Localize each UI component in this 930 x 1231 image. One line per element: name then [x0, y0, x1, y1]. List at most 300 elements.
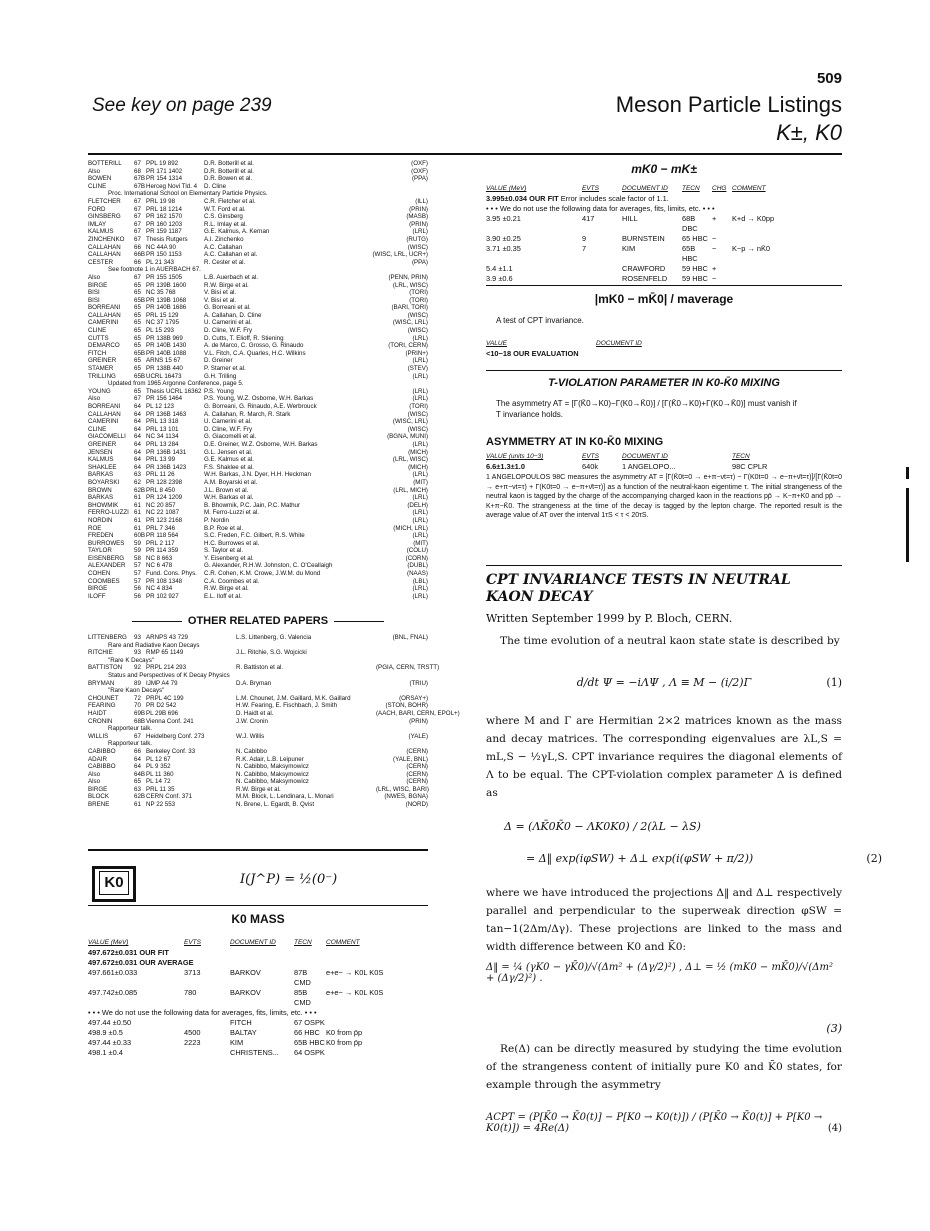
reference-row — [88, 664, 440, 672]
reference-row — [88, 395, 428, 403]
cell — [582, 264, 622, 274]
reference-cell: 67 — [134, 228, 141, 236]
our-fit: 497.672±0.031 OUR FIT — [88, 948, 169, 957]
reference-cell: W.J. Willis — [236, 732, 265, 740]
reference-cell: 64 — [134, 425, 141, 433]
reference-cell: N. Brene, L. Egardt, B. Qvist — [236, 801, 315, 809]
reference-cell: BLOCK — [88, 793, 109, 801]
reference-row — [88, 418, 428, 426]
reference-cell: PPL 19 892 — [146, 160, 179, 167]
cell: + — [712, 264, 717, 273]
cell: 3.9 ±0.6 — [486, 274, 513, 283]
t-violation-line1: The asymmetry AT = [Γ(K̄0→K0)−Γ(K0→K̄0)] / [Γ(K̄0→K0)+Γ(K0→K̄0)] must vanish if — [496, 399, 797, 408]
reference-cell: P.S. Young — [204, 387, 234, 395]
table-row — [486, 274, 842, 284]
cell: 67 OSPK — [294, 1018, 325, 1027]
reference-cell: 68 — [134, 167, 141, 175]
reference-cell: (CERN) — [406, 747, 428, 755]
reference-cell: A.C. Callahan — [204, 243, 243, 251]
reference-cell: PR 136B 1423 — [146, 463, 187, 471]
eq-number: (2) — [866, 852, 882, 865]
reference-cell: Thesis UCRL 16362 — [146, 387, 202, 395]
reference-cell: PRL 18 1214 — [146, 205, 182, 213]
reference-cell: 64 — [134, 410, 141, 418]
reference-cell: (TORI) — [409, 296, 428, 304]
reference-cell: (COLU) — [406, 547, 428, 555]
reference-cell: (LRL) — [412, 471, 428, 479]
reference-cell: FEARING — [88, 702, 116, 710]
asymmetry-title: ASYMMETRY AT IN K0-K̄0 MIXING — [486, 436, 664, 448]
cell: 6.6±1.3±1.0 — [486, 462, 525, 471]
col-value: VALUE (units 10−3) — [486, 453, 544, 460]
reference-row — [88, 756, 428, 764]
reference-cell: BORREANI — [88, 403, 121, 410]
reference-note: "Rare Kaon Decays" — [108, 687, 165, 695]
table-row — [88, 1038, 428, 1048]
reference-cell: 65 — [134, 387, 141, 395]
cell: 65 HBC — [682, 234, 708, 243]
reference-cell: V.L. Fitch, C.A. Quarles, H.C. Wilkins — [204, 349, 306, 357]
reference-cell: W.H. Barkas, J.N. Dyer, H.H. Heckman — [204, 471, 311, 479]
reference-row — [88, 350, 428, 358]
reference-cell: 64 — [134, 440, 141, 448]
reference-cell: (PRIN) — [409, 205, 428, 213]
reference-cell: D. Cline — [204, 182, 227, 190]
reference-row — [88, 517, 428, 525]
reference-cell: PRL 13 318 — [146, 418, 179, 426]
reference-cell: 61 — [134, 509, 141, 517]
cell: K−p → nK̄0 — [732, 244, 771, 253]
reference-cell: 67 — [134, 273, 141, 281]
our-fit: 3.995±0.034 OUR FIT — [486, 194, 559, 203]
reference-row — [88, 206, 428, 214]
col-comment: COMMENT — [326, 939, 360, 946]
ratio-title: |mK0 − mK̄0| / maverage — [594, 292, 734, 306]
reference-note: Updated from 1965 Argonne Conference, page 5. — [108, 380, 244, 388]
eq-body: = Δ‖ exp(iφSW) + Δ⊥ exp(i(φSW + π/2)) — [526, 852, 754, 865]
reference-cell: D. Cline, W.F. Fry — [204, 425, 253, 433]
reference-cell: (PRIN+) — [405, 349, 428, 357]
reference-cell: 67 — [134, 220, 141, 228]
reference-cell: (DUBL) — [407, 562, 428, 570]
reference-cell: 61 — [134, 801, 141, 809]
other-related-heading: OTHER RELATED PAPERS — [88, 615, 428, 627]
reference-cell: G. Giacomelli et al. — [204, 433, 257, 441]
reference-cell: BISI — [88, 296, 100, 304]
reference-row — [88, 365, 428, 373]
reference-cell: Thesis Rutgers — [146, 235, 188, 243]
reference-row — [88, 175, 428, 183]
reference-cell: (LRL) — [412, 532, 428, 540]
reference-cell: (STON, BOHR) — [385, 702, 428, 710]
reference-row — [88, 702, 428, 710]
reference-cell: PRL 7 346 — [146, 524, 176, 532]
asymmetry-footnote: 1 ANGELOPOULOS 98C measures the asymmetry AT = [Γ(K̄0t=0 → e+π−νt=τ) − Γ(K0t=0 → e−π+ν̄t=τ)]/[Γ(K̄0t=0 → e+π−νt=τ) + Γ(K0t=0 → e−π+ν̄t=τ)] as a function of the neutral-kaon eigentime τ. The initial strangeness of the neutral kaon is tagged by the charge of the accompanying charged kaon in the reactions pp̄ → K−π+K0 and pp̄ → K+π−K̄0. The strangeness at the time of the decay is tagged by the lepton charge. The reported result is the average value of AT over the interval 1τS < τ < 20τS. — [486, 474, 842, 519]
cell: K+d → K0pp — [732, 214, 775, 223]
col-tecn: TECN — [682, 185, 700, 192]
reference-cell: NC 4 834 — [146, 585, 173, 593]
cell: ROSENFELD — [622, 274, 668, 283]
cell: 498.9 ±0.5 — [88, 1028, 123, 1037]
reference-row — [88, 244, 428, 252]
reference-cell: D.R. Botterill et al. — [204, 167, 254, 175]
table-row — [88, 988, 428, 1008]
reference-cell: SHAKLEE — [88, 463, 117, 471]
reference-cell: PR 171 1402 — [146, 167, 183, 175]
reference-row — [88, 213, 428, 221]
reference-row — [88, 335, 428, 343]
table-row — [486, 234, 842, 244]
cell: 1 ANGELOPO... — [622, 462, 676, 471]
reference-cell: NC 6 478 — [146, 562, 173, 570]
reference-cell: ZINCHENKO — [88, 235, 125, 243]
reference-cell: ILOFF — [88, 592, 106, 600]
reference-cell: BHOWMIK — [88, 501, 119, 509]
reference-cell: IMLAY — [88, 220, 107, 228]
reference-row — [88, 494, 428, 502]
reference-row — [88, 487, 428, 495]
k0-section-box — [92, 866, 136, 902]
reference-cell: (LRL) — [412, 372, 428, 380]
reference-cell: M.M. Block, L. Lendinara, L. Monari — [236, 793, 334, 801]
reference-cell: (PPA) — [411, 175, 428, 183]
reference-cell: BISI — [88, 289, 100, 297]
reference-cell: NC 34 1134 — [146, 433, 179, 441]
change-bar — [906, 467, 909, 479]
reference-cell: PR 124 1209 — [146, 494, 183, 502]
col-value: VALUE (MeV) — [486, 185, 527, 192]
reference-row — [88, 426, 428, 434]
reference-row — [88, 748, 428, 756]
cell: 498.1 ±0.4 — [88, 1048, 123, 1057]
reference-cell: Also — [88, 167, 101, 175]
reference-cell: N. Cabibbo — [236, 747, 267, 755]
author-line: Written September 1999 by P. Bloch, CERN. — [486, 612, 733, 625]
reference-row — [88, 183, 428, 191]
reference-cell: (NAAS) — [407, 570, 428, 578]
reference-cell: (TRIU) — [409, 679, 428, 687]
reference-cell: H.C. Burrowes et al. — [204, 539, 260, 547]
cell: 66 HBC — [294, 1028, 320, 1037]
reference-row — [88, 570, 428, 578]
reference-cell: R. Cester et al. — [204, 258, 246, 266]
reference-cell: FITCH — [88, 349, 107, 357]
reference-cell: PL 14 72 — [146, 778, 171, 786]
cell: e+e− → K0L K0S — [326, 968, 384, 977]
reference-row — [88, 763, 428, 771]
reference-cell: 56 — [134, 585, 141, 593]
fit-note: Error includes scale factor of 1.1. — [560, 194, 669, 203]
reference-cell: 66B — [134, 251, 146, 259]
reference-cell: 63 — [134, 785, 141, 793]
table-row — [486, 244, 842, 264]
cell: 497.742±0.085 — [88, 988, 138, 997]
reference-cell: EISENBERG — [88, 554, 125, 562]
reference-cell: (TORI) — [409, 289, 428, 297]
col-docid: DOCUMENT ID — [622, 185, 668, 192]
reference-cell: PR 138B 440 — [146, 365, 183, 373]
reference-cell: NC 35 768 — [146, 289, 176, 297]
reference-cell: 66 — [134, 258, 141, 266]
reference-row — [88, 168, 428, 176]
reference-cell: 64 — [134, 763, 141, 771]
reference-cell: PR 162 1570 — [146, 213, 183, 221]
section-rule — [88, 849, 428, 851]
reference-cell: PR 154 1314 — [146, 175, 183, 183]
col-tecn: TECN — [294, 939, 312, 946]
reference-cell: NP 22 553 — [146, 801, 176, 809]
reference-row — [88, 449, 428, 457]
reference-cell: PRL 15 129 — [146, 311, 179, 319]
reference-cell: L.M. Chounet, J.M. Gaillard, M.K. Gaillard — [236, 694, 351, 702]
other-reference-list — [88, 634, 460, 809]
reference-cell: KALMUS — [88, 456, 114, 464]
reference-cell: 65 — [134, 327, 141, 335]
reference-cell: Y. Eisenberg et al. — [204, 554, 254, 562]
col-chg: CHG — [712, 185, 727, 192]
reference-cell: Vienna Conf. 241 — [146, 717, 194, 725]
reference-cell: PR 160 1203 — [146, 220, 183, 228]
reference-cell: PR 139B 1068 — [146, 296, 187, 304]
reference-cell: 66 — [134, 243, 141, 251]
reference-cell: 63 — [134, 471, 141, 479]
reference-cell: 65 — [134, 289, 141, 297]
reference-cell: J.W. Cronin — [236, 717, 268, 725]
reference-row — [88, 304, 428, 312]
table-header — [88, 938, 428, 948]
reference-cell: CLINE — [88, 182, 107, 190]
reference-row — [88, 251, 428, 259]
reference-cell: PRPL 4C 199 — [146, 694, 184, 702]
reference-cell: BARKAS — [88, 471, 114, 479]
reference-cell: GREINER — [88, 440, 117, 448]
reference-cell: (STEV) — [407, 365, 428, 373]
reference-cell: ADAIR — [88, 755, 107, 763]
our-evaluation: <10−18 OUR EVALUATION — [486, 349, 579, 358]
reference-cell: YOUNG — [88, 387, 111, 395]
table-row — [88, 1048, 428, 1058]
reference-cell: 64 — [134, 755, 141, 763]
cell: FITCH — [230, 1018, 252, 1027]
reference-cell: E.L. Iloff et al. — [204, 592, 242, 600]
reference-row — [88, 778, 428, 786]
reference-cell: (RUTG) — [406, 235, 428, 243]
reference-cell: PR D2 542 — [146, 702, 177, 710]
reference-cell: R. Battiston et al. — [236, 664, 284, 672]
cell: 3.95 ±0.21 — [486, 214, 521, 223]
reference-cell: P. Stamer et al. — [204, 365, 246, 373]
reference-cell: CHOUNET — [88, 694, 119, 702]
reference-cell: (PPA) — [411, 258, 428, 266]
reference-cell: BIRGE — [88, 585, 108, 593]
reference-cell — [376, 649, 428, 657]
reference-cell: S. Taylor et al. — [204, 547, 244, 555]
reference-cell: (ILL) — [415, 197, 428, 205]
cell: 64 OSPK — [294, 1048, 325, 1057]
reference-cell: (CERN) — [406, 778, 428, 786]
reference-cell: G.H. Trilling — [204, 372, 237, 380]
reference-cell: 67 — [134, 213, 141, 221]
eq-body: d/dt Ψ = −iΛΨ , Λ ≡ M − (i/2)Γ — [576, 676, 752, 689]
reference-row — [88, 456, 428, 464]
reference-cell: J.L. Ritchie, S.G. Wojcicki — [236, 649, 307, 657]
cell: K0 from p̄p — [326, 1028, 363, 1037]
reference-cell: JENSEN — [88, 448, 113, 456]
reference-row — [88, 357, 428, 365]
equation-2b — [486, 852, 882, 865]
reference-cell — [334, 183, 428, 191]
reference-row — [88, 593, 428, 601]
reference-cell: RITCHIE — [88, 649, 113, 657]
reference-cell: 65 — [134, 311, 141, 319]
reference-cell: BOYARSKI — [88, 478, 120, 486]
reference-cell: (MIT) — [413, 539, 428, 547]
reference-cell: DEMARCO — [88, 342, 120, 350]
reference-cell: COOMBES — [88, 577, 120, 585]
reference-cell: BATTISTON — [88, 664, 123, 672]
reference-cell: PR 140B 1088 — [146, 349, 187, 357]
reference-cell: CERN Conf. 371 — [146, 793, 193, 801]
table-row — [486, 264, 842, 274]
reference-cell: PL 15 293 — [146, 327, 174, 335]
cell: BURNSTEIN — [622, 234, 665, 243]
reference-cell: NC 44A 90 — [146, 243, 176, 251]
reference-cell: A.C. Callahan et al. — [204, 251, 258, 259]
reference-cell: (LRL, WISC) — [392, 281, 428, 289]
reference-row — [88, 282, 428, 290]
reference-cell: PL 9 352 — [146, 763, 171, 771]
reference-cell: D. Haidt et al. — [236, 709, 274, 717]
reference-cell: BIRGE — [88, 785, 108, 793]
reference-cell: GINSBERG — [88, 213, 121, 221]
reference-cell: PR 114 359 — [146, 547, 179, 555]
reference-cell: (BGNA, MUNI) — [387, 433, 428, 441]
reference-cell: FERRO-LUZZI — [88, 509, 129, 517]
equation-3: Δ‖ = ¼ (γK0 − γK̄0)/√(Δm² + (Δγ/2)²) , Δ⊥ = ½ (mK0 − mK̄0)/√(Δm² + (Δγ/2)²) . — [486, 962, 834, 984]
cell: 3.90 ±0.25 — [486, 234, 521, 243]
reference-cell: PR 139B 1600 — [146, 281, 187, 289]
reference-cell: (BARI, TORI) — [391, 304, 428, 312]
cell: BALTAY — [230, 1028, 257, 1037]
reference-cell: (LRL, WISC) — [392, 456, 428, 464]
reference-cell: 89 — [134, 679, 141, 687]
reference-cell: BRYMAN — [88, 679, 115, 687]
eq-number: (1) — [826, 676, 842, 689]
mass-difference-table — [486, 184, 842, 284]
cell: 9 — [582, 234, 587, 243]
no-use-note: • • • We do not use the following data for averages, fits, limits, etc. • • • — [88, 1008, 317, 1017]
reference-cell: PRL 11 26 — [146, 471, 175, 479]
reference-row — [88, 471, 428, 479]
reference-row — [88, 411, 428, 419]
reference-cell: 65 — [134, 304, 141, 312]
reference-cell: (TORI, CERN) — [388, 342, 428, 350]
col-evts: EVTS — [582, 453, 599, 460]
reference-cell: (MIT) — [413, 478, 428, 486]
reference-cell: CLINE — [88, 327, 107, 335]
see-key: See key on page 239 — [92, 95, 272, 116]
reference-cell: 62B — [134, 793, 146, 801]
cpt-section-title: CPT INVARIANCE TESTS IN NEUTRAL KAON DECAY — [486, 572, 791, 605]
col-tecn: TECN — [732, 453, 750, 460]
reference-cell: (WISC, LRL, UCR+) — [372, 251, 428, 259]
cell — [732, 234, 842, 244]
col-comment: COMMENT — [732, 185, 766, 192]
paragraph: The time evolution of a neutral kaon state state is described by — [500, 635, 840, 647]
reference-row — [88, 228, 428, 236]
reference-note: Proc. International School on Elementary Particle Physics. — [108, 190, 268, 198]
reference-cell: PR 118 564 — [146, 532, 179, 540]
reference-cell: (MICH) — [408, 463, 428, 471]
reference-row — [88, 540, 428, 548]
reference-row — [88, 801, 428, 809]
reference-cell: 57 — [134, 570, 141, 578]
reference-row — [88, 585, 428, 593]
reference-cell: 59 — [134, 547, 141, 555]
cell: 497.44 ±0.33 — [88, 1038, 132, 1047]
col-evts: EVTS — [184, 939, 201, 946]
reference-cell: 70 — [134, 702, 141, 710]
reference-cell: 61 — [134, 494, 141, 502]
reference-cell: WILLIS — [88, 732, 109, 740]
reference-cell: W.H. Barkas et al. — [204, 494, 254, 502]
reference-cell: PR 136B 1463 — [146, 410, 187, 418]
reference-cell: PRL 13 99 — [146, 456, 176, 464]
cell: e+e− → K0L K0S — [326, 988, 384, 997]
col-docid: DOCUMENT ID — [622, 453, 668, 460]
cell: KIM — [622, 244, 636, 253]
reference-cell: 67B — [134, 175, 146, 183]
reference-note: Rare and Radiative Kaon Decays — [108, 641, 200, 649]
reference-cell: 62 — [134, 478, 141, 486]
reference-cell: 66 — [134, 747, 141, 755]
reference-cell: 64B — [134, 770, 146, 778]
reference-cell: 72 — [134, 694, 141, 702]
reference-cell: 65 — [134, 357, 141, 365]
reference-cell: TAYLOR — [88, 547, 112, 555]
reference-cell: 64 — [134, 456, 141, 464]
cell: 5.4 ±1.1 — [486, 264, 513, 273]
reference-cell: FLETCHER — [88, 197, 121, 205]
reference-cell: 56 — [134, 592, 141, 600]
reference-cell: PR 123 2168 — [146, 516, 183, 524]
reference-cell: 64 — [134, 418, 141, 426]
reference-cell: (LRL) — [412, 440, 428, 448]
col-docid: DOCUMENT ID — [596, 340, 642, 347]
reference-row — [88, 509, 428, 517]
reference-cell: Heidelberg Conf. 273 — [146, 732, 205, 740]
cell: 65B HBC — [294, 1038, 325, 1047]
reference-cell: A.I. Zinchenko — [204, 235, 244, 243]
reference-cell: N. Cabibbo, Maksymowicz — [236, 770, 309, 778]
reference-cell: ARNS 15 67 — [146, 357, 181, 365]
table-row — [486, 462, 842, 472]
reference-row — [88, 403, 428, 411]
reference-cell: (CERN) — [406, 770, 428, 778]
reference-cell: 64 — [134, 433, 141, 441]
reference-cell: 67 — [134, 205, 141, 213]
reference-cell: (CORN) — [405, 554, 428, 562]
cell: 780 — [184, 988, 197, 997]
reference-list — [88, 160, 428, 600]
reference-cell: J.L. Brown et al. — [204, 486, 249, 494]
reference-cell: N. Cabibbo, Maksymowicz — [236, 763, 309, 771]
reference-row — [88, 555, 428, 563]
reference-cell: (LRL) — [412, 592, 428, 600]
reference-cell: PR 136B 1431 — [146, 448, 187, 456]
reference-cell: (LRL) — [412, 509, 428, 517]
reference-cell: A. de Marco, C. Grosso, G. Rinaudo — [204, 342, 304, 350]
